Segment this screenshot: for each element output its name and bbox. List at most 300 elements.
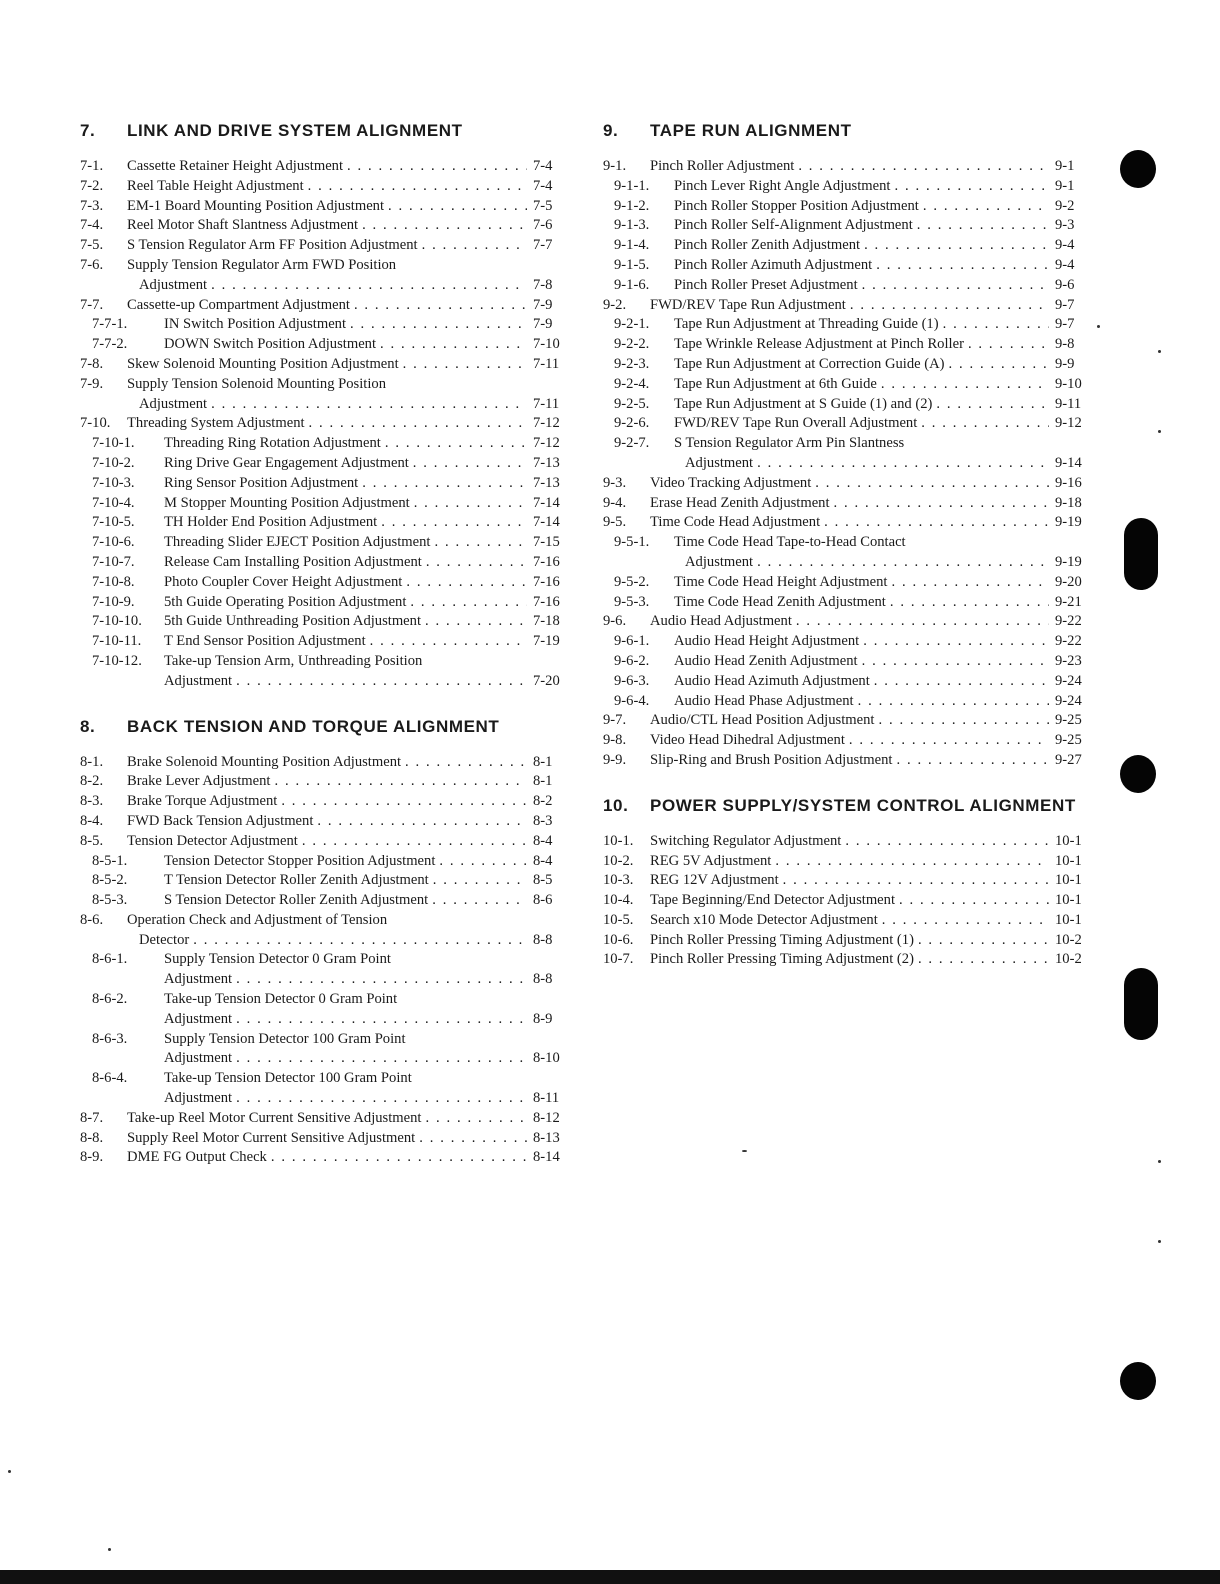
entry-title: Cassette-up Compartment Adjustment — [127, 296, 350, 313]
toc-entry — [80, 494, 563, 514]
toc-entry — [603, 375, 1085, 395]
toc-entry — [603, 711, 1085, 731]
toc-entry — [80, 891, 563, 911]
entry-page: 7-13 — [533, 454, 560, 471]
entry-page: 9-19 — [1055, 553, 1082, 570]
toc-entry — [603, 573, 1085, 593]
entry-page: 7-10 — [533, 336, 560, 353]
entry-title: Adjustment — [139, 395, 208, 412]
entry-page: 9-16 — [1055, 474, 1082, 491]
entry-title: T End Sensor Position Adjustment — [164, 633, 366, 650]
scan-bottom-edge — [0, 1570, 1220, 1584]
entry-page: 9-1 — [1055, 158, 1075, 174]
toc-entry — [603, 911, 1085, 931]
section-heading — [80, 118, 563, 143]
entry-page: 9-10 — [1055, 375, 1082, 392]
entry-page: 7-16 — [533, 573, 560, 590]
toc-entry — [80, 950, 563, 970]
dot-leader — [270, 772, 527, 792]
dot-leader — [207, 395, 527, 415]
entry-number: 7-10-9. — [92, 593, 135, 610]
toc-entry — [80, 772, 563, 792]
dot-leader — [376, 335, 527, 355]
entry-number: 8-6-2. — [92, 991, 128, 1008]
entry-number: 9-8. — [603, 732, 627, 749]
dot-leader — [358, 474, 527, 494]
toc-entry — [603, 553, 1085, 573]
toc-entry — [80, 612, 563, 632]
toc-entry — [603, 157, 1085, 177]
entry-title: Detector — [139, 931, 190, 948]
entry-number: 9-2-6. — [614, 415, 650, 432]
dot-leader — [189, 931, 527, 951]
entry-number: 9-6. — [603, 613, 627, 630]
toc-entry — [603, 335, 1085, 355]
entry-title: Tape Wrinkle Release Adjustment at Pinch Roller — [674, 336, 964, 353]
entry-page: 10-1 — [1055, 852, 1082, 869]
toc-entry — [603, 593, 1085, 613]
entry-page: 8-9 — [533, 1010, 553, 1027]
entry-number: 8-5-1. — [92, 852, 128, 869]
toc-section — [80, 714, 563, 1169]
entry-page: 10-2 — [1055, 951, 1082, 968]
entry-page: 7-7 — [533, 237, 553, 254]
entry-number: 8-7. — [80, 1109, 104, 1126]
toc-entry-list — [80, 157, 563, 692]
entry-page: 7-16 — [533, 553, 560, 570]
scan-speck — [8, 1470, 11, 1473]
toc-entry — [80, 1109, 563, 1129]
toc-entry — [603, 832, 1085, 852]
dot-leader — [410, 494, 527, 514]
dot-leader — [914, 931, 1049, 951]
dot-leader — [232, 970, 527, 990]
entry-title: EM-1 Board Mounting Position Adjustment — [127, 197, 385, 214]
punch-hole-2 — [1124, 518, 1158, 590]
dot-leader — [421, 1109, 527, 1129]
entry-number: 8-2. — [80, 773, 104, 790]
entry-number: 9-6-1. — [614, 633, 650, 650]
entry-title: Video Tracking Adjustment — [650, 474, 812, 491]
toc-entry — [80, 871, 563, 891]
entry-number: 9-5. — [603, 514, 627, 531]
toc-entry — [603, 513, 1085, 533]
entry-page: 7-16 — [533, 593, 560, 610]
entry-title: Adjustment — [164, 1010, 233, 1027]
dot-leader — [232, 672, 527, 692]
entry-page: 9-11 — [1055, 395, 1082, 412]
entry-number: 9-1-4. — [614, 237, 650, 254]
entry-title: Pinch Roller Adjustment — [650, 158, 795, 174]
dot-leader — [381, 434, 527, 454]
entry-page: 10-1 — [1055, 911, 1082, 928]
entry-number: 8-6. — [80, 911, 104, 928]
toc-entry — [80, 296, 563, 316]
entry-number: 9-2-1. — [614, 316, 650, 333]
section-heading — [603, 793, 1085, 818]
toc-entry — [603, 652, 1085, 672]
entry-number: 10-5. — [603, 911, 634, 928]
dot-leader — [429, 871, 527, 891]
entry-number: 9-1-2. — [614, 197, 650, 214]
entry-title: Threading System Adjustment — [127, 415, 305, 432]
dot-leader — [841, 832, 1049, 852]
entry-page: 8-13 — [533, 1129, 560, 1146]
scan-speck — [1158, 1240, 1161, 1243]
toc-entry — [80, 1129, 563, 1149]
toc-entry — [603, 414, 1085, 434]
dot-leader — [811, 474, 1049, 494]
entry-page: 7-8 — [533, 276, 553, 293]
entry-title: Brake Torque Adjustment — [127, 793, 278, 810]
toc-entry — [80, 375, 563, 395]
entry-title: Audio Head Phase Adjustment — [674, 692, 854, 709]
dot-leader — [232, 1089, 527, 1109]
section-number: 9. — [603, 121, 619, 140]
section-number: 8. — [80, 716, 96, 736]
toc-entry — [603, 692, 1085, 712]
entry-title: Photo Coupler Cover Height Adjustment — [164, 573, 403, 590]
entry-title: Take-up Tension Detector 100 Gram Point — [164, 1070, 412, 1087]
dot-leader — [932, 395, 1049, 415]
section-title: TAPE RUN ALIGNMENT — [650, 121, 852, 140]
dot-leader — [859, 632, 1049, 652]
entry-page: 8-6 — [533, 892, 553, 909]
entry-page: 7-11 — [533, 355, 560, 372]
entry-title: Adjustment — [685, 553, 754, 570]
dot-leader — [830, 494, 1049, 514]
entry-page: 9-9 — [1055, 355, 1075, 372]
entry-page: 8-8 — [533, 931, 553, 948]
toc-entry — [80, 236, 563, 256]
entry-title: DME FG Output Check — [127, 1149, 267, 1166]
entry-number: 10-7. — [603, 951, 634, 968]
entry-number: 9-6-3. — [614, 672, 650, 689]
dot-leader — [874, 711, 1049, 731]
entry-page: 7-9 — [533, 316, 553, 333]
entry-page: 8-4 — [533, 832, 553, 849]
entry-page: 9-8 — [1055, 336, 1075, 353]
dot-leader — [350, 296, 527, 316]
entry-number: 9-1-6. — [614, 276, 650, 293]
dot-leader — [358, 216, 527, 236]
section-number: 10. — [603, 795, 629, 815]
toc-entry-list — [603, 157, 1085, 771]
entry-title: Ring Drive Gear Engagement Adjustment — [164, 454, 409, 471]
entry-page: 7-18 — [533, 613, 560, 630]
dot-leader — [845, 731, 1049, 751]
entry-page: 8-3 — [533, 812, 553, 829]
dot-leader — [846, 296, 1049, 316]
entry-title: Audio Head Zenith Adjustment — [674, 652, 858, 669]
entry-page: 8-14 — [533, 1149, 560, 1166]
entry-title: Switching Regulator Adjustment — [650, 832, 842, 849]
entry-page: 7-5 — [533, 197, 553, 214]
entry-title: Release Cam Installing Position Adjustment — [164, 553, 422, 570]
entry-number: 8-5-2. — [92, 872, 128, 889]
entry-page: 7-14 — [533, 514, 560, 531]
entry-number: 7-10-3. — [92, 474, 135, 491]
entry-number: 7-9. — [80, 375, 104, 392]
dot-leader — [878, 911, 1049, 931]
toc-entry — [603, 454, 1085, 474]
entry-page: 10-1 — [1055, 872, 1082, 889]
dot-leader — [890, 177, 1049, 197]
entry-number: 7-10-2. — [92, 454, 135, 471]
toc-entry — [80, 474, 563, 494]
toc-entry — [603, 751, 1085, 771]
entry-number: 9-1-1. — [614, 177, 650, 194]
entry-number: 7-10-10. — [92, 613, 142, 630]
entry-title: Brake Lever Adjustment — [127, 773, 271, 790]
entry-page: 7-15 — [533, 534, 560, 551]
scan-speck — [1158, 430, 1161, 433]
entry-page: 7-4 — [533, 158, 553, 174]
entry-number: 9-7. — [603, 712, 627, 729]
dot-leader — [435, 852, 527, 872]
toc-entry — [603, 533, 1085, 553]
dot-leader — [913, 216, 1049, 236]
dot-leader — [304, 177, 527, 197]
punch-hole-1 — [1120, 150, 1156, 188]
entry-number: 7-7-2. — [92, 336, 128, 353]
toc-entry — [80, 355, 563, 375]
dot-leader — [872, 256, 1049, 276]
entry-number: 10-4. — [603, 892, 634, 909]
entry-title: S Tension Regulator Arm Pin Slantness — [674, 435, 905, 452]
toc-entry — [603, 355, 1085, 375]
toc-entry — [80, 652, 563, 672]
toc-entry — [80, 276, 563, 296]
entry-number: 9-1-3. — [614, 217, 650, 234]
toc-entry — [80, 970, 563, 990]
entry-title: S Tension Regulator Arm FF Position Adjustment — [127, 237, 418, 254]
entry-number: 7-10. — [80, 415, 111, 432]
entry-page: 8-5 — [533, 872, 553, 889]
entry-number: 9-2-3. — [614, 355, 650, 372]
toc-entry — [603, 891, 1085, 911]
dot-leader — [888, 573, 1050, 593]
entry-title: Adjustment — [164, 1090, 233, 1107]
entry-title: Tape Beginning/End Detector Adjustment — [650, 892, 895, 909]
entry-page: 9-21 — [1055, 593, 1082, 610]
dot-leader — [854, 692, 1049, 712]
entry-title: Supply Reel Motor Current Sensitive Adjustment — [127, 1129, 416, 1146]
entry-page: 8-4 — [533, 852, 553, 869]
entry-number: 9-6-4. — [614, 692, 650, 709]
entry-page: 9-22 — [1055, 613, 1082, 630]
entry-title: 5th Guide Unthreading Position Adjustment — [164, 613, 422, 630]
toc-entry — [80, 593, 563, 613]
toc-entry — [603, 315, 1085, 335]
entry-number: 7-4. — [80, 217, 104, 234]
toc-entry — [80, 1148, 563, 1168]
dot-leader — [860, 236, 1049, 256]
entry-title: Pinch Roller Zenith Adjustment — [674, 237, 861, 254]
entry-page: 9-4 — [1055, 237, 1075, 254]
entry-page: 8-1 — [533, 773, 553, 790]
entry-title: Take-up Tension Arm, Unthreading Position — [164, 652, 423, 669]
entry-page: 7-6 — [533, 217, 553, 234]
entry-title: Pinch Lever Right Angle Adjustment — [674, 177, 891, 194]
dot-leader — [401, 753, 527, 773]
toc-entry — [80, 197, 563, 217]
entry-number: 9-2-4. — [614, 375, 650, 392]
toc-entry — [603, 612, 1085, 632]
entry-title: Tape Run Adjustment at Threading Guide (1) — [674, 316, 939, 333]
right-column — [603, 118, 1085, 970]
entry-page: 9-25 — [1055, 712, 1082, 729]
dot-leader — [428, 891, 527, 911]
entry-title: FWD/REV Tape Run Adjustment — [650, 296, 846, 313]
entry-page: 8-2 — [533, 793, 553, 810]
entry-number: 10-1. — [603, 832, 634, 849]
entry-title: REG 5V Adjustment — [650, 852, 772, 869]
toc-entry — [603, 672, 1085, 692]
toc-entry — [80, 533, 563, 553]
entry-title: Operation Check and Adjustment of Tension — [127, 911, 388, 928]
dot-leader — [779, 871, 1049, 891]
dot-leader — [794, 157, 1049, 177]
entry-title: Audio Head Adjustment — [650, 613, 792, 630]
toc-entry — [80, 513, 563, 533]
entry-number: 10-3. — [603, 872, 634, 889]
entry-number: 9-1. — [603, 158, 627, 174]
toc-entry — [80, 753, 563, 773]
entry-page: 9-19 — [1055, 514, 1082, 531]
entry-number: 9-2-7. — [614, 435, 650, 452]
entry-page: 7-4 — [533, 177, 553, 194]
dot-leader — [415, 1129, 527, 1149]
entry-number: 7-6. — [80, 256, 104, 273]
dot-leader — [870, 672, 1049, 692]
entry-title: M Stopper Mounting Position Adjustment — [164, 494, 410, 511]
entry-page: 8-8 — [533, 971, 553, 988]
toc-section — [80, 118, 563, 692]
entry-title: FWD/REV Tape Run Overall Adjustment — [674, 415, 918, 432]
entry-title: Pinch Roller Preset Adjustment — [674, 276, 858, 293]
toc-entry — [603, 950, 1085, 970]
dot-leader — [919, 197, 1049, 217]
entry-page: 9-18 — [1055, 494, 1082, 511]
toc-entry — [603, 256, 1085, 276]
entry-title: T Tension Detector Roller Zenith Adjustment — [164, 872, 429, 889]
toc-entry — [603, 395, 1085, 415]
punch-hole-5 — [1120, 1362, 1156, 1400]
dot-leader — [792, 612, 1049, 632]
dot-leader — [892, 751, 1049, 771]
dot-leader — [232, 1010, 527, 1030]
dot-leader — [895, 891, 1049, 911]
toc-entry — [80, 1089, 563, 1109]
toc-entry — [80, 553, 563, 573]
entry-title: Time Code Head Height Adjustment — [674, 573, 888, 590]
toc-entry — [603, 474, 1085, 494]
dot-leader — [753, 553, 1049, 573]
entry-title: Search x10 Mode Detector Adjustment — [650, 911, 878, 928]
dot-leader — [409, 454, 527, 474]
entry-title: Time Code Head Tape-to-Head Contact — [674, 534, 906, 551]
section-title: LINK AND DRIVE SYSTEM ALIGNMENT — [127, 121, 463, 140]
entry-page: 9-22 — [1055, 633, 1082, 650]
entry-page: 9-20 — [1055, 573, 1082, 590]
toc-entry — [80, 454, 563, 474]
toc-entry — [80, 1010, 563, 1030]
entry-title: Time Code Head Zenith Adjustment — [674, 593, 886, 610]
entry-number: 8-6-4. — [92, 1070, 128, 1087]
entry-title: TH Holder End Position Adjustment — [164, 514, 378, 531]
entry-page: 9-7 — [1055, 316, 1075, 333]
dot-leader — [939, 315, 1049, 335]
entry-page: 10-1 — [1055, 892, 1082, 909]
section-heading — [603, 118, 1085, 143]
toc-entry — [603, 296, 1085, 316]
entry-number: 9-2. — [603, 296, 627, 313]
entry-page: 9-27 — [1055, 751, 1082, 768]
entry-page: 9-1 — [1055, 177, 1075, 194]
toc-entry — [603, 852, 1085, 872]
entry-page: 9-7 — [1055, 296, 1075, 313]
entry-number: 9-6-2. — [614, 652, 650, 669]
entry-page: 9-24 — [1055, 692, 1082, 709]
entry-number: 9-5-3. — [614, 593, 650, 610]
entry-title: Erase Head Zenith Adjustment — [650, 494, 830, 511]
entry-title: Supply Tension Regulator Arm FWD Position — [127, 256, 397, 273]
entry-title: Video Head Dihedral Adjustment — [650, 732, 845, 749]
entry-number: 8-1. — [80, 753, 104, 770]
entry-title: Cassette Retainer Height Adjustment — [127, 158, 344, 174]
entry-number: 7-10-12. — [92, 652, 142, 669]
dot-leader — [277, 792, 527, 812]
dot-leader — [305, 414, 527, 434]
entry-title: Adjustment — [164, 971, 233, 988]
dot-leader — [820, 513, 1049, 533]
entry-number: 8-3. — [80, 793, 104, 810]
entry-title: Pinch Roller Stopper Position Adjustment — [674, 197, 919, 214]
section-number: 7. — [80, 121, 96, 140]
entry-title: IN Switch Position Adjustment — [164, 316, 347, 333]
toc-entry — [80, 315, 563, 335]
entry-title: Tape Run Adjustment at S Guide (1) and (2) — [674, 395, 933, 412]
toc-entry — [80, 216, 563, 236]
entry-title: Time Code Head Adjustment — [650, 514, 821, 531]
entry-number: 7-10-1. — [92, 435, 135, 452]
entry-page: 7-12 — [533, 435, 560, 452]
entry-page: 7-14 — [533, 494, 560, 511]
toc-entry — [80, 672, 563, 692]
entry-title: Adjustment — [164, 1050, 233, 1067]
dot-leader — [877, 375, 1049, 395]
toc-entry — [80, 911, 563, 931]
entry-page: 8-11 — [533, 1090, 560, 1107]
dot-leader — [384, 197, 527, 217]
toc-entry — [603, 494, 1085, 514]
entry-page: 8-10 — [533, 1050, 560, 1067]
entry-page: 7-11 — [533, 395, 560, 412]
entry-title: Pinch Roller Azimuth Adjustment — [674, 256, 873, 273]
entry-title: Audio Head Azimuth Adjustment — [674, 672, 870, 689]
entry-title: S Tension Detector Roller Zenith Adjustment — [164, 892, 429, 909]
entry-title: Tape Run Adjustment at Correction Guide (A) — [674, 355, 945, 372]
toc-section — [603, 793, 1085, 971]
entry-title: REG 12V Adjustment — [650, 872, 779, 889]
entry-number: 7-2. — [80, 177, 104, 194]
entry-number: 9-4. — [603, 494, 627, 511]
toc-entry — [603, 177, 1085, 197]
toc-entry-list — [80, 753, 563, 1169]
dot-leader — [418, 236, 527, 256]
entry-page: 9-25 — [1055, 732, 1082, 749]
